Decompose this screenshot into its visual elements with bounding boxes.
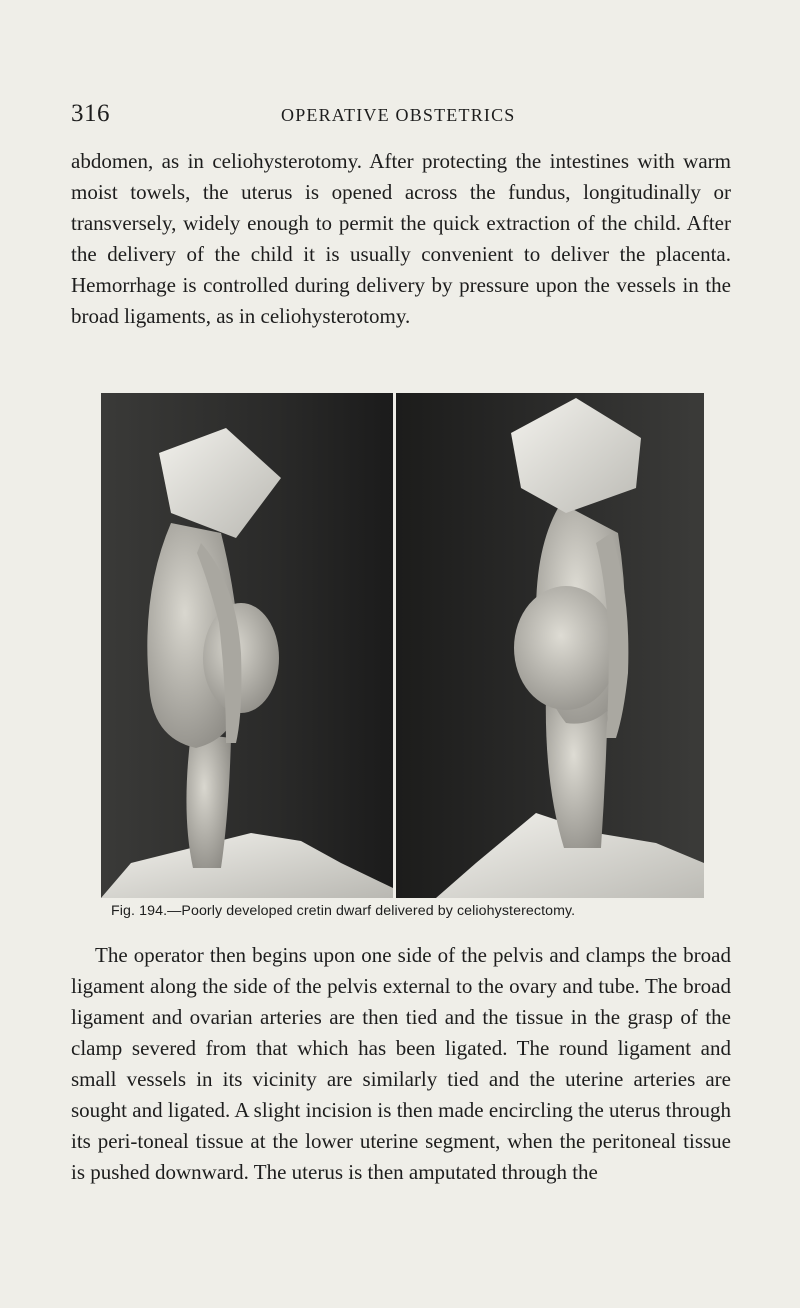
paragraph-2: The operator then begins upon one side of the pelvis and clamps the broad ligament along the side of the pelvis external to the ovary and tube. The broad ligament and ovarian arteries are then tied and the tissue in the grasp of the clamp severed from that which has been ligated. The round ligament and small vessels in its vicinity are similarly tied and the uterine arteries are sought and ligated. A slight incision is then made encircling the uterus through its peri-toneal tissue at the lower uterine segment, when the peritoneal tissue is pushed downward. The uterus is then amputated through the	[71, 943, 731, 1184]
figure-194	[101, 393, 704, 898]
figure-photo-side-view	[101, 393, 393, 898]
page-header	[71, 100, 731, 132]
figure-caption: Fig. 194.—Poorly developed cretin dwarf delivered by celiohysterectomy.	[111, 903, 576, 919]
running-title: OPERATIVE OBSTETRICS	[281, 105, 516, 125]
figure-photo-front-view	[396, 393, 704, 898]
paragraph-1: abdomen, as in celiohysterotomy. After protecting the intestines with warm moist towels, the uterus is opened across the fundus, longitudinally or transversely, widely enough to permit the quick extraction of the child. After the delivery of the child it is usually convenient to deliver the placenta. Hemorrhage is controlled during delivery by pressure upon the vessels in the broad ligaments, as in celiohysterotomy.	[71, 149, 731, 328]
page-number: 316	[71, 100, 110, 127]
